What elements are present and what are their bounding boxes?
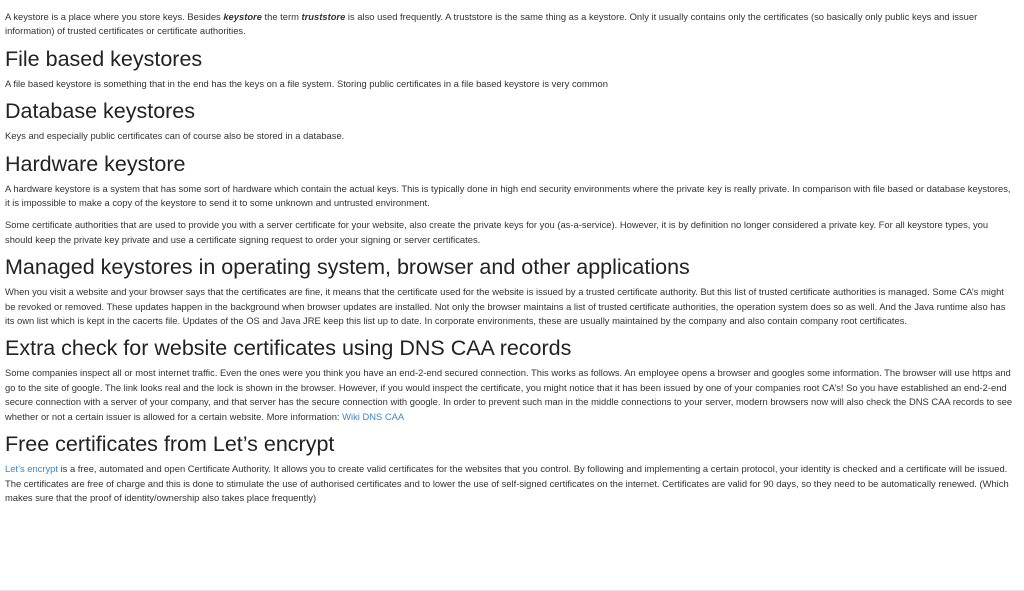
- heading-dns-caa: Extra check for website certificates using DNS CAA records: [5, 336, 572, 361]
- managed-paragraph: When you visit a website and your browser says that the certificates are fine, it means that the certificate used for the website is issued by a trusted certificate authority. But this list of trusted certificate authorities is managed. Some CA’s might be revoked or removed. These updates happen in the background when browser updates are installed. Not only the browser maintains a list of trusted certificate authorities, the operation system does so as well. And the Java runtime also has its own list which is kept in the cacerts file. Updates of the OS and Java JRE keep this list up to date. In corporate environments, these are usually maintained by the company and also contain company root certificates.: [5, 286, 1006, 327]
- intro-paragraph: [5, 10, 1016, 39]
- database-paragraph: Keys and especially public certificates can of course also be stored in a database.: [5, 130, 345, 142]
- lets-encrypt-paragraph: [5, 462, 1016, 505]
- lets-encrypt-text: is a free, automated and open Certificate Authority. It allows you to create valid certificates for the websites that you control. By following and implementing a certain protocol, your identity is checked and a certificate will be issued. The certificates are free of charge and this is done to stimulate the use of authorised certificates and to lower the use of self-signed certificates on the internet. Certificates are valid for 90 days, so they need to be automatically renewed. (Which makes sure that the proof of identity/ownership also takes place frequently): [5, 463, 1009, 503]
- heading-managed-keystores: Managed keystores in operating system, browser and other applications: [5, 255, 690, 280]
- wiki-dns-caa-link[interactable]: Wiki DNS CAA: [342, 410, 405, 422]
- intro-text-1: A keystore is a place where you store keys. Besides: [5, 11, 224, 22]
- file-based-paragraph: A file based keystore is something that in the end has the keys on a file system. Storing public certificates in a file based keystore is very common: [5, 77, 608, 89]
- truststore-term: truststore: [301, 11, 346, 22]
- dns-caa-text: Some companies inspect all or most internet traffic. Even the ones were you think you have an end-2-end secured connection. This works as follows. An employee opens a browser and googles some information. The browser will use https and go to the site of google. The link looks real and the lock is shown in the browser. However, if you would inspect the certificate, you might notice that it has been issued by one of your companies root CA’s! So you have established an end-2-end secure connection with a server of your company, and that server has the secure connection with google. In order to prevent such man in the middle connections to your server, modern browsers now will also check the DNS CAA records to see whether or not a certain issuer is allowed for a certain website. More information:: [5, 367, 1013, 422]
- heading-database-keystores: Database keystores: [5, 99, 196, 124]
- intro-text-2: the term: [261, 11, 302, 22]
- lets-encrypt-link[interactable]: Let’s encrypt: [5, 463, 58, 475]
- keystore-term: keystore: [223, 11, 262, 22]
- hardware-paragraph-1: A hardware keystore is a system that has some sort of hardware which contain the actual keys. This is typically done in high end security environments where the private key is really private. In comparison with file based or database keystores, it is impossible to make a copy of the keystore to send it to some unknown and untrusted environment.: [5, 182, 1011, 209]
- hardware-paragraph-2: Some certificate authorities that are used to provide you with a server certificate for your website, also create the private keys for you (as-a-service). However, it is by definition no longer considered a private key. For all keystore types, you should keep the private key private and use a certificate signing request to order your signing or server certificates.: [5, 219, 989, 245]
- intro-text-3: is also used frequently. A truststore is the same thing as a keystore. Only it usually contains only the certificates (so basically only public keys and issuer information) of trusted certificates or certificate authorities.: [5, 11, 978, 37]
- heading-hardware-keystore: Hardware keystore: [5, 151, 186, 176]
- heading-file-based-keystores: File based keystores: [5, 46, 203, 71]
- dns-caa-paragraph: [5, 366, 1016, 424]
- heading-lets-encrypt: Free certificates from Let’s encrypt: [5, 432, 335, 457]
